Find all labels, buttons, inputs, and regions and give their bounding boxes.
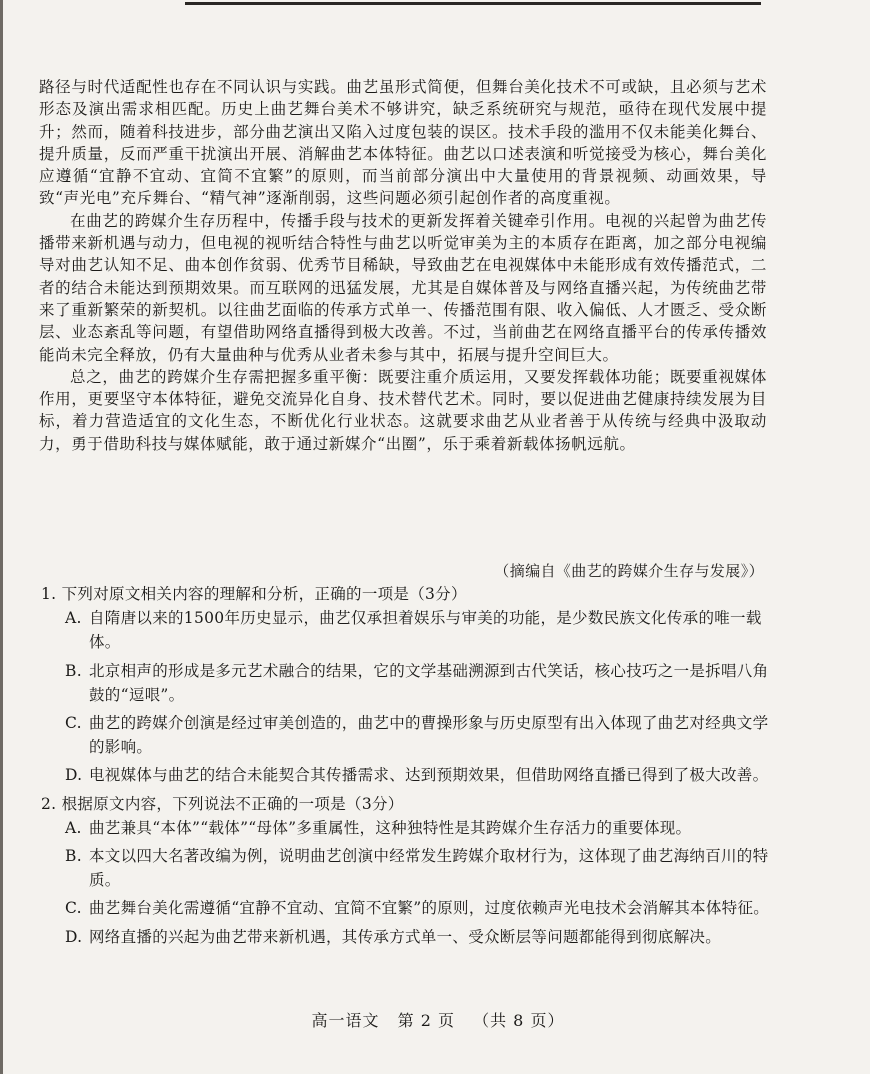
- question-list: [41, 582, 776, 953]
- question-2-option-b: [41, 844, 776, 892]
- article-paragraph-1: 路径与时代适配性也存在不同认识与实践。曲艺虽形式简便，但舞台美化技术不可或缺，且必须与艺术形态及演出需求相匹配。历史上曲艺舞台美术不够讲究，缺乏系统研究与规范，亟待在现代发展中提升；然而，随着科技进步，部分曲艺演出又陷入过度包装的误区。技术手段的滥用不仅未能美化舞台、提升质量，反而严重干扰演出开展、消解曲艺本体特征。曲艺以口述表演和听觉接受为核心，舞台美化应遵循“宜静不宜动、宜简不宜繁”的原则，而当前部分演出中大量使用的背景视频、动画效果，导致“声光电”充斥舞台、“精气神”逐渐削弱，这些问题必须引起创作者的高度重视。: [39, 78, 767, 208]
- article-paragraph-2: 在曲艺的跨媒介生存历程中，传播手段与技术的更新发挥着关键牵引作用。电视的兴起曾为曲艺传播带来新机遇与动力，但电视的视听结合特性与曲艺以听觉审美为主的本质存在距离，加之部分电视编导对曲艺认知不足、曲本创作贫弱、优秀节目稀缺，导致曲艺在电视媒体中未能形成有效传播范式，二者的结合未能达到预期效果。而互联网的迅猛发展，尤其是自媒体普及与网络直播兴起，为传统曲艺带来了重新繁荣的新契机。以往曲艺面临的传承方式单一、传播范围有限、收入偏低、人才匮乏、受众断层、业态紊乱等问题，有望借助网络直播得到极大改善。不过，当前曲艺在网络直播平台的传承传播效能尚未完全释放，仍有大量曲种与优秀从业者未参与其中，拓展与提升空间巨大。: [39, 211, 767, 364]
- option-text: 电视媒体与曲艺的结合未能契合其传播需求、达到预期效果，但借助网络直播已得到了极大改善。: [89, 766, 769, 785]
- option-text: 网络直播的兴起为曲艺带来新机遇，其传承方式单一、受众断层等问题都能得到彻底解决。: [89, 927, 722, 946]
- option-letter: A.: [65, 609, 82, 628]
- article-source: （摘编自《曲艺的跨媒介生存与发展》）: [494, 562, 764, 580]
- question-2-stem: 2. 根据原文内容，下列说法不正确的一项是（3分）: [41, 794, 404, 813]
- article-paragraph-3: 总之，曲艺的跨媒介生存需把握多重平衡：既要注重介质运用，又要发挥载体功能；既要重视媒体作用，更要坚守本体特征，避免交流异化自身、技术替代艺术。同时，要以促进曲艺健康持续发展为目标，着力营造适宜的文化生态，不断优化行业状态。这就要求曲艺从业者善于从传统与经典中汲取动力，勇于借助科技与媒体赋能，敢于通过新媒介“出圈”，乐于乘着新载体扬帆远航。: [39, 367, 767, 453]
- question-1-option-b: [41, 659, 776, 707]
- option-text: 曲艺兼具“本体”“载体”“母体”多重属性，这种独特性是其跨媒介生存活力的重要体现。: [89, 818, 692, 837]
- page-footer: [3, 1008, 870, 1031]
- question-1-option-a: [41, 606, 776, 654]
- footer-subject: 高一语文: [311, 1011, 380, 1030]
- option-letter: D.: [65, 766, 83, 785]
- question-2-option-c: [41, 896, 776, 920]
- question-2-option-d: [41, 925, 776, 949]
- option-letter: B.: [65, 661, 82, 680]
- footer-page-number: 第 2 页: [397, 1011, 455, 1030]
- option-text: 曲艺的跨媒介创演是经过审美创造的，曲艺中的曹操形象与历史原型有出入体现了曲艺对经典文学的影响。: [89, 714, 769, 757]
- top-rule: [185, 2, 761, 5]
- option-text: 曲艺舞台美化需遵循“宜静不宜动、宜简不宜繁”的原则，过度依赖声光电技术会消解其本体特征。: [89, 899, 770, 918]
- question-1-stem: 1. 下列对原文相关内容的理解和分析，正确的一项是（3分）: [41, 585, 467, 603]
- footer-total-pages: （共 8 页）: [473, 1011, 565, 1030]
- question-1-option-d: [41, 763, 776, 787]
- option-letter: C.: [65, 714, 82, 733]
- question-2-option-a: [41, 816, 776, 840]
- article-body: [39, 76, 767, 455]
- question-1-option-c: [41, 711, 776, 759]
- option-letter: A.: [65, 818, 82, 837]
- option-letter: C.: [65, 899, 82, 918]
- question-1: [41, 582, 776, 788]
- option-letter: B.: [65, 847, 82, 866]
- option-text: 北京相声的形成是多元艺术融合的结果，它的文学基础溯源到古代笑话，核心技巧之一是拆唱八角鼓的“逗哏”。: [89, 661, 769, 704]
- option-letter: D.: [65, 927, 83, 946]
- option-text: 自隋唐以来的1500年历史显示，曲艺仅承担着娱乐与审美的功能，是少数民族文化传承的唯一载体。: [89, 609, 762, 652]
- option-text: 本文以四大名著改编为例，说明曲艺创演中经常发生跨媒介取材行为，这体现了曲艺海纳百川的特质。: [89, 847, 769, 890]
- question-2: [41, 792, 776, 949]
